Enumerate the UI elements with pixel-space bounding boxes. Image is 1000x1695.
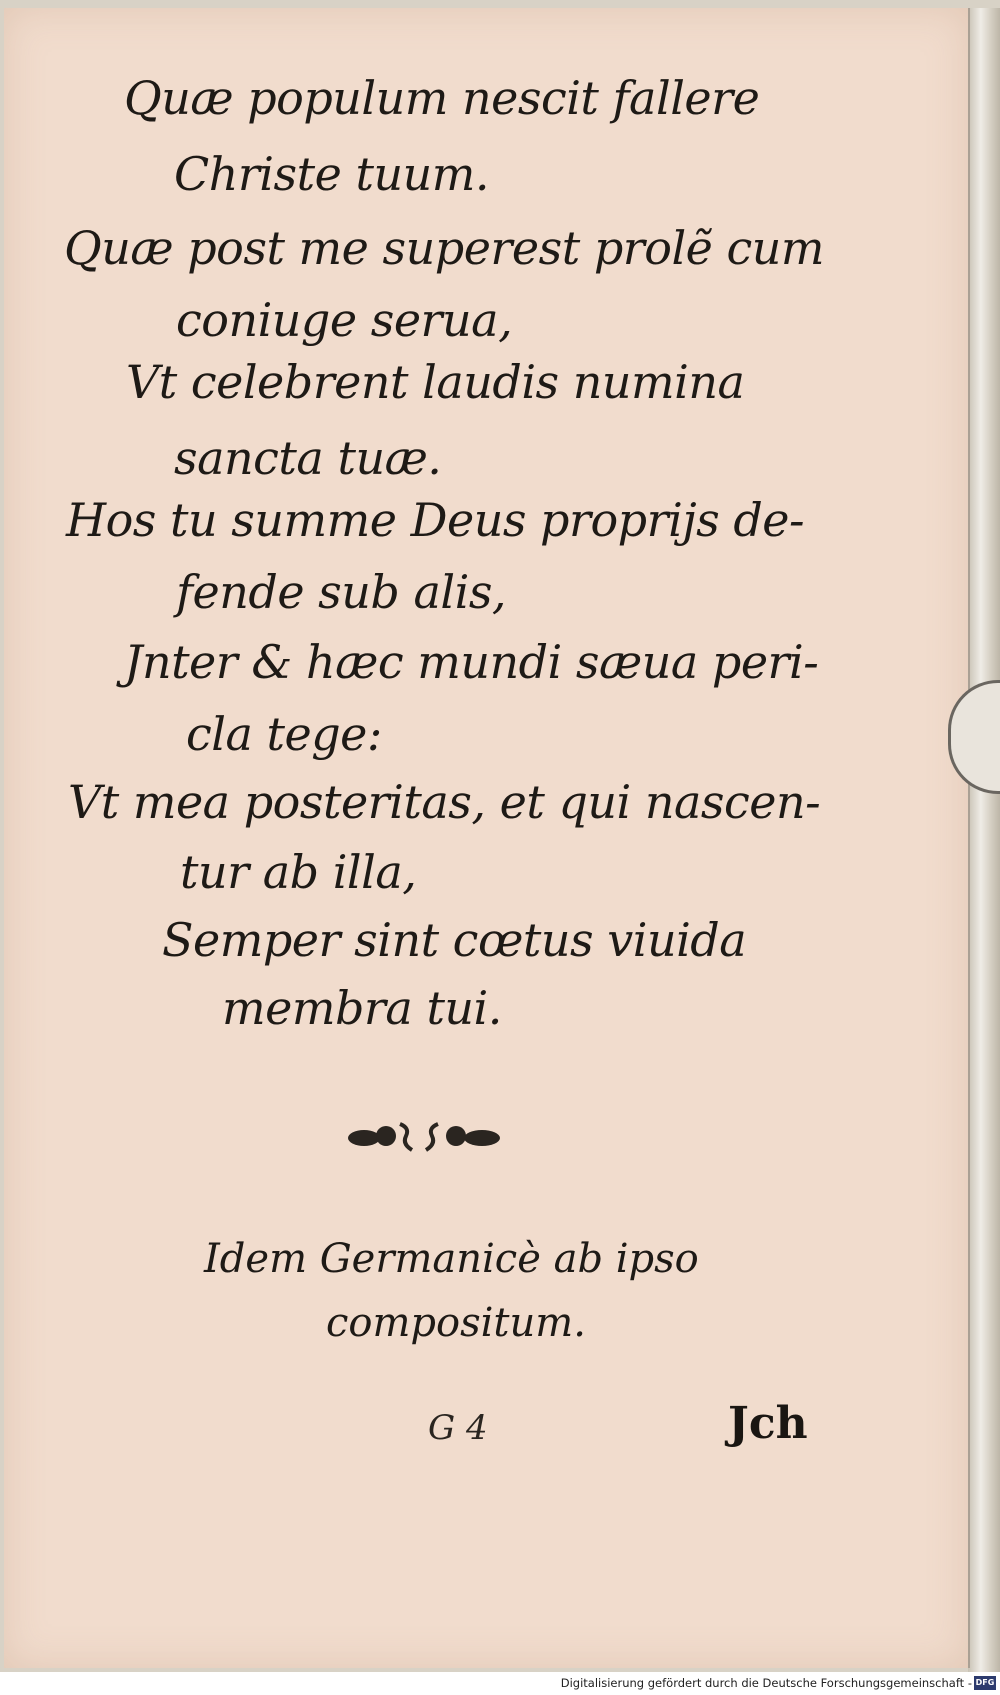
poem-line: Semper sint cœtus viuida [162, 913, 747, 967]
section-heading: Idem Germanicè ab ipso [204, 1236, 699, 1282]
poem-line: sancta tuæ. [174, 431, 442, 485]
book-page [4, 8, 970, 1668]
poem-line: Vt celebrent laudis numina [126, 355, 745, 409]
poem-line: Christe tuum. [174, 147, 489, 201]
poem-line: membra tui. [222, 981, 502, 1035]
poem-line: Jnter & hæc mundi sæua peri- [124, 635, 819, 689]
poem-line: Vt mea posteritas, et qui nascen- [68, 775, 821, 829]
poem-line: fende sub alis, [176, 565, 507, 619]
book-edge [968, 8, 1000, 1672]
footer-credit: Digitalisierung gefördert durch die Deutsche Forschungsgemeinschaft - [560, 1676, 972, 1690]
poem-text [4, 8, 968, 1108]
poem-line: Hos tu summe Deus proprijs de- [66, 493, 805, 547]
dfg-logo: DFG [974, 1676, 996, 1690]
poem-line: cla tege: [186, 707, 382, 761]
poem-line: coniuge serua, [176, 293, 513, 347]
section-heading: compositum. [326, 1300, 586, 1346]
poem-line: Quæ populum nescit fallere [124, 71, 760, 125]
signature-mark: G 4 [428, 1408, 488, 1448]
poem-line: tur ab illa, [180, 845, 417, 899]
poem-line: Quæ post me superest prolẽ cum [64, 221, 825, 275]
catchword: Jch [728, 1398, 808, 1449]
printer-ornament-icon [342, 1114, 508, 1158]
